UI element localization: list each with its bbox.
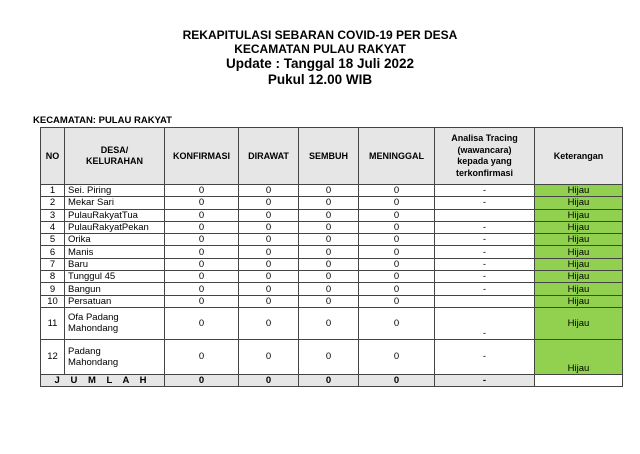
cell-desa: Persatuan [65,295,165,307]
cell-keterangan: Hijau [535,246,623,258]
col-header-meninggal: MENINGGAL [359,128,435,185]
table-row [41,185,623,197]
cell-dirawat: 0 [239,246,299,258]
table-row [41,307,623,339]
cell-desa-line1: Ofa Padang [68,312,119,324]
col-header-sembuh: SEMBUH [299,128,359,185]
col-header-tracing-line2: (wawancara) [457,144,512,155]
cell-meninggal: 0 [359,307,435,339]
cell-desa: PulauRakyatPekan [65,221,165,233]
cell-desa [65,307,165,339]
cell-konfirmasi: 0 [165,339,239,374]
cell-dirawat: 0 [239,339,299,374]
cell-meninggal: 0 [359,295,435,307]
col-header-tracing-line3: kepada yang [457,156,512,166]
cell-tracing: - [435,197,535,209]
cell-tracing: - [435,307,535,339]
cell-desa-line2: Mahondang [68,323,119,335]
cell-konfirmasi: 0 [165,283,239,295]
cell-sembuh: 0 [299,246,359,258]
cell-desa [65,339,165,374]
cell-meninggal: 0 [359,209,435,221]
cell-keterangan: Hijau [535,197,623,209]
cell-konfirmasi: 0 [165,307,239,339]
cell-meninggal: 0 [359,234,435,246]
cell-konfirmasi: 0 [165,234,239,246]
cell-keterangan: Hijau [535,185,623,197]
cell-tracing: - [435,339,535,374]
cell-no: 1 [41,185,65,197]
cell-meninggal: 0 [359,258,435,270]
col-header-desa-line1: DESA/ [100,145,129,155]
cell-tracing: - [435,234,535,246]
cell-tracing: - [435,221,535,233]
cell-meninggal: 0 [359,197,435,209]
cell-dirawat: 0 [239,197,299,209]
col-header-dirawat: DIRAWAT [239,128,299,185]
cell-no: 4 [41,221,65,233]
total-meninggal: 0 [359,374,435,386]
cell-sembuh: 0 [299,258,359,270]
cell-sembuh: 0 [299,307,359,339]
cell-konfirmasi: 0 [165,295,239,307]
cell-sembuh: 0 [299,271,359,283]
cell-keterangan: Hijau [535,234,623,246]
report-subtitle-kecamatan: KECAMATAN PULAU RAKYAT [234,42,406,56]
report-title: REKAPITULASI SEBARAN COVID-19 PER DESA [182,28,458,42]
table-total-row [41,374,623,386]
total-keterangan [535,374,623,386]
cell-dirawat: 0 [239,209,299,221]
cell-no: 8 [41,271,65,283]
cell-tracing [435,295,535,307]
table-row [41,246,623,258]
report-update-date: Update : Tanggal 18 Juli 2022 [225,56,415,71]
cell-tracing: - [435,271,535,283]
cell-tracing: - [435,283,535,295]
cell-tracing: - [435,246,535,258]
table-row [41,234,623,246]
cell-meninggal: 0 [359,185,435,197]
cell-dirawat: 0 [239,234,299,246]
cell-tracing: - [435,258,535,270]
col-header-konfirmasi: KONFIRMASI [165,128,239,185]
cell-konfirmasi: 0 [165,258,239,270]
col-header-tracing-line4: terkonfirmasi [455,167,514,178]
table-row [41,209,623,221]
cell-keterangan: Hijau [535,339,623,374]
cell-keterangan: Hijau [535,221,623,233]
cell-no: 6 [41,246,65,258]
col-header-tracing [435,128,535,185]
cell-konfirmasi: 0 [165,221,239,233]
cell-desa: PulauRakyatTua [65,209,165,221]
cell-dirawat: 0 [239,258,299,270]
report-update-time: Pukul 12.00 WIB [267,72,373,87]
cell-meninggal: 0 [359,339,435,374]
cell-sembuh: 0 [299,339,359,374]
rekap-table [40,127,623,387]
table-row [41,197,623,209]
cell-dirawat: 0 [239,307,299,339]
cell-konfirmasi: 0 [165,246,239,258]
cell-no: 10 [41,295,65,307]
cell-meninggal: 0 [359,283,435,295]
cell-sembuh: 0 [299,295,359,307]
cell-keterangan: Hijau [535,283,623,295]
cell-keterangan: Hijau [535,307,623,339]
cell-no: 12 [41,339,65,374]
cell-desa: Tunggul 45 [65,271,165,283]
col-header-desa-line2: KELURAHAN [86,156,143,166]
col-header-tracing-line1: Analisa Tracing [451,133,518,143]
cell-dirawat: 0 [239,185,299,197]
col-header-desa [65,128,165,185]
cell-konfirmasi: 0 [165,197,239,209]
col-header-keterangan: Keterangan [535,128,623,185]
table-row [41,295,623,307]
total-sembuh: 0 [299,374,359,386]
cell-no: 9 [41,283,65,295]
cell-dirawat: 0 [239,283,299,295]
cell-no: 11 [41,307,65,339]
cell-desa: Baru [65,258,165,270]
cell-sembuh: 0 [299,221,359,233]
kecamatan-label: KECAMATAN: PULAU RAKYAT [33,115,172,126]
table-header-row [41,128,623,185]
cell-sembuh: 0 [299,197,359,209]
cell-sembuh: 0 [299,185,359,197]
cell-meninggal: 0 [359,246,435,258]
cell-meninggal: 0 [359,271,435,283]
cell-keterangan: Hijau [535,295,623,307]
cell-no: 7 [41,258,65,270]
cell-sembuh: 0 [299,234,359,246]
cell-meninggal: 0 [359,221,435,233]
cell-desa-line2: Mahondang [68,356,119,368]
cell-sembuh: 0 [299,209,359,221]
total-dirawat: 0 [239,374,299,386]
cell-desa: Manis [65,246,165,258]
cell-desa-line1: Padang [68,345,101,357]
cell-sembuh: 0 [299,283,359,295]
cell-desa: Orika [65,234,165,246]
cell-desa: Mekar Sari [65,197,165,209]
cell-desa: Sei. Piring [65,185,165,197]
cell-konfirmasi: 0 [165,209,239,221]
cell-no: 2 [41,197,65,209]
cell-konfirmasi: 0 [165,185,239,197]
table-row [41,271,623,283]
cell-tracing: - [435,185,535,197]
cell-no: 5 [41,234,65,246]
cell-keterangan: Hijau [535,209,623,221]
cell-dirawat: 0 [239,271,299,283]
cell-konfirmasi: 0 [165,271,239,283]
cell-no: 3 [41,209,65,221]
table-row [41,339,623,374]
table-row [41,221,623,233]
cell-keterangan: Hijau [535,271,623,283]
table-row [41,258,623,270]
table-row [41,283,623,295]
cell-desa: Bangun [65,283,165,295]
col-header-no: NO [41,128,65,185]
total-tracing: - [435,374,535,386]
cell-tracing [435,209,535,221]
total-konfirmasi: 0 [165,374,239,386]
report-header [0,28,640,88]
cell-dirawat: 0 [239,221,299,233]
cell-keterangan: Hijau [535,258,623,270]
total-label: J U M L A H [41,374,165,386]
cell-dirawat: 0 [239,295,299,307]
